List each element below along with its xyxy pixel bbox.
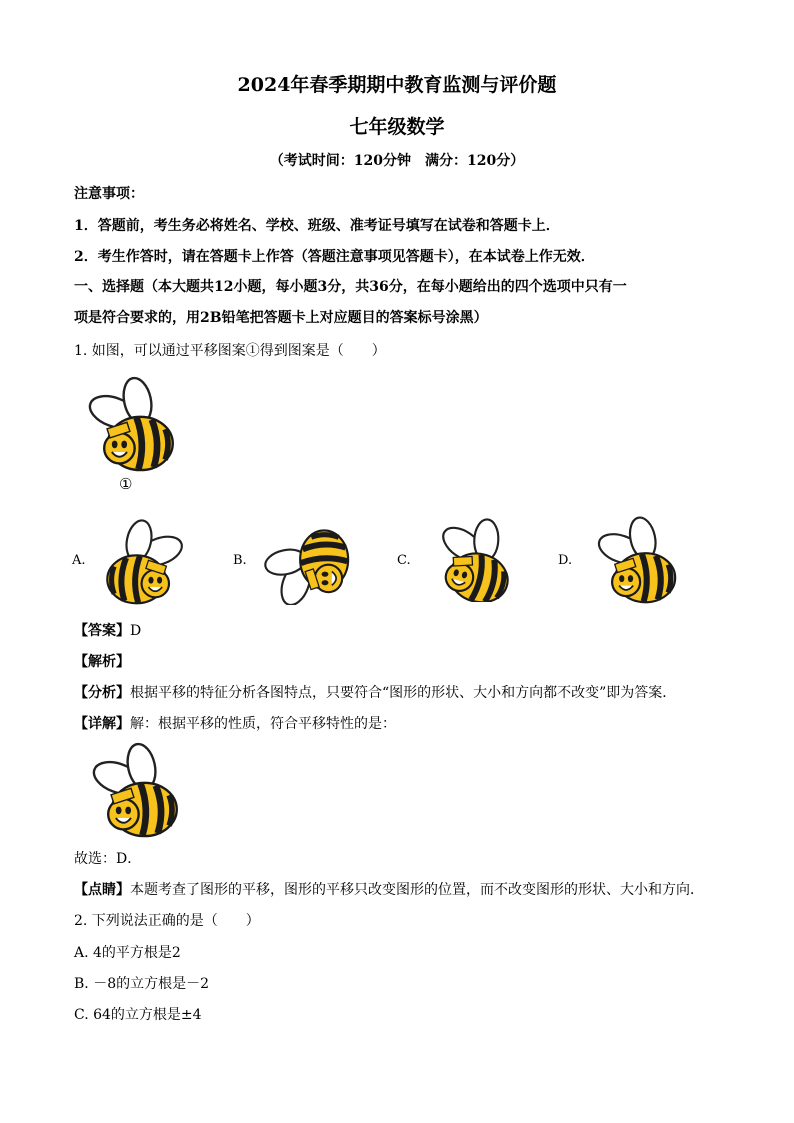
section1-line-1: 一、选择题（本大题共12小题，每小题3分，共36分，在每小题给出的四个选项中只有一 (74, 279, 627, 295)
q1-figure-label: ① (119, 475, 133, 493)
q1-dianjing-tag: 【点睛】 (74, 882, 130, 898)
q1-dianjing (74, 879, 704, 899)
q1-choose: 故选：D． (74, 851, 142, 867)
q1-stem: 1. 如图，可以通过平移图案①得到图案是（ ） (74, 343, 386, 359)
q1-dianjing-text: 本题考查了图形的平移，图形的平移只改变图形的位置，而不改变图形的形状、大小和方向． (130, 882, 704, 898)
q1-analysis-tag: 【解析】 (74, 654, 130, 670)
q2-option-a: A. 4的平方根是2 (74, 945, 181, 961)
q1-solution-bee (82, 738, 182, 838)
page-title: 2024年春季期期中教育监测与评价题 (237, 74, 557, 96)
q1-xiangjie (74, 713, 396, 733)
q1-fenxi (74, 682, 676, 702)
q1-option-d-bee (588, 512, 680, 604)
q2-option-b: B. －8的立方根是－2 (74, 976, 210, 992)
notes-heading: 注意事项： (74, 186, 144, 202)
section1-line-2: 项是符合要求的，用2B铅笔把答题卡上对应题目的答案标号涂黑） (74, 310, 488, 326)
q2-option-c: C. 64的立方根是±4 (74, 1007, 202, 1023)
page-subtitle: 七年级数学 (349, 116, 445, 138)
q1-figure-bee-original (78, 372, 178, 472)
q1-option-a-label: A. (72, 553, 86, 568)
q1-answer-tag: 【答案】 (74, 623, 130, 639)
q1-answer (74, 620, 141, 640)
q1-option-c-label: C. (397, 553, 411, 568)
notes-item-1: 1．答题前，考生务必将姓名、学校、班级、准考证号填写在试卷和答题卡上． (74, 218, 560, 234)
q1-fenxi-tag: 【分析】 (74, 685, 130, 701)
notes-item-2: 2．考生作答时，请在答题卡上作答（答题注意事项见答题卡），在本试卷上作无效． (74, 249, 595, 265)
q1-answer-value: D (130, 623, 142, 639)
exam-info: （考试时间：120分钟 满分：120分） (269, 153, 525, 169)
q1-option-c-bee (424, 512, 514, 602)
q1-option-a-bee (94, 515, 184, 605)
q1-option-d-label: D. (558, 553, 573, 568)
q1-option-b-bee (262, 515, 352, 605)
q1-option-b-label: B. (233, 553, 247, 568)
q2-stem: 2. 下列说法正确的是（ ） (74, 913, 260, 929)
q1-xiangjie-text: 解：根据平移的性质，符合平移特性的是： (130, 716, 396, 732)
q1-xiangjie-tag: 【详解】 (74, 716, 130, 732)
q1-fenxi-text: 根据平移的特征分析各图特点，只要符合“图形的形状、大小和方向都不改变”即为答案． (130, 685, 677, 701)
